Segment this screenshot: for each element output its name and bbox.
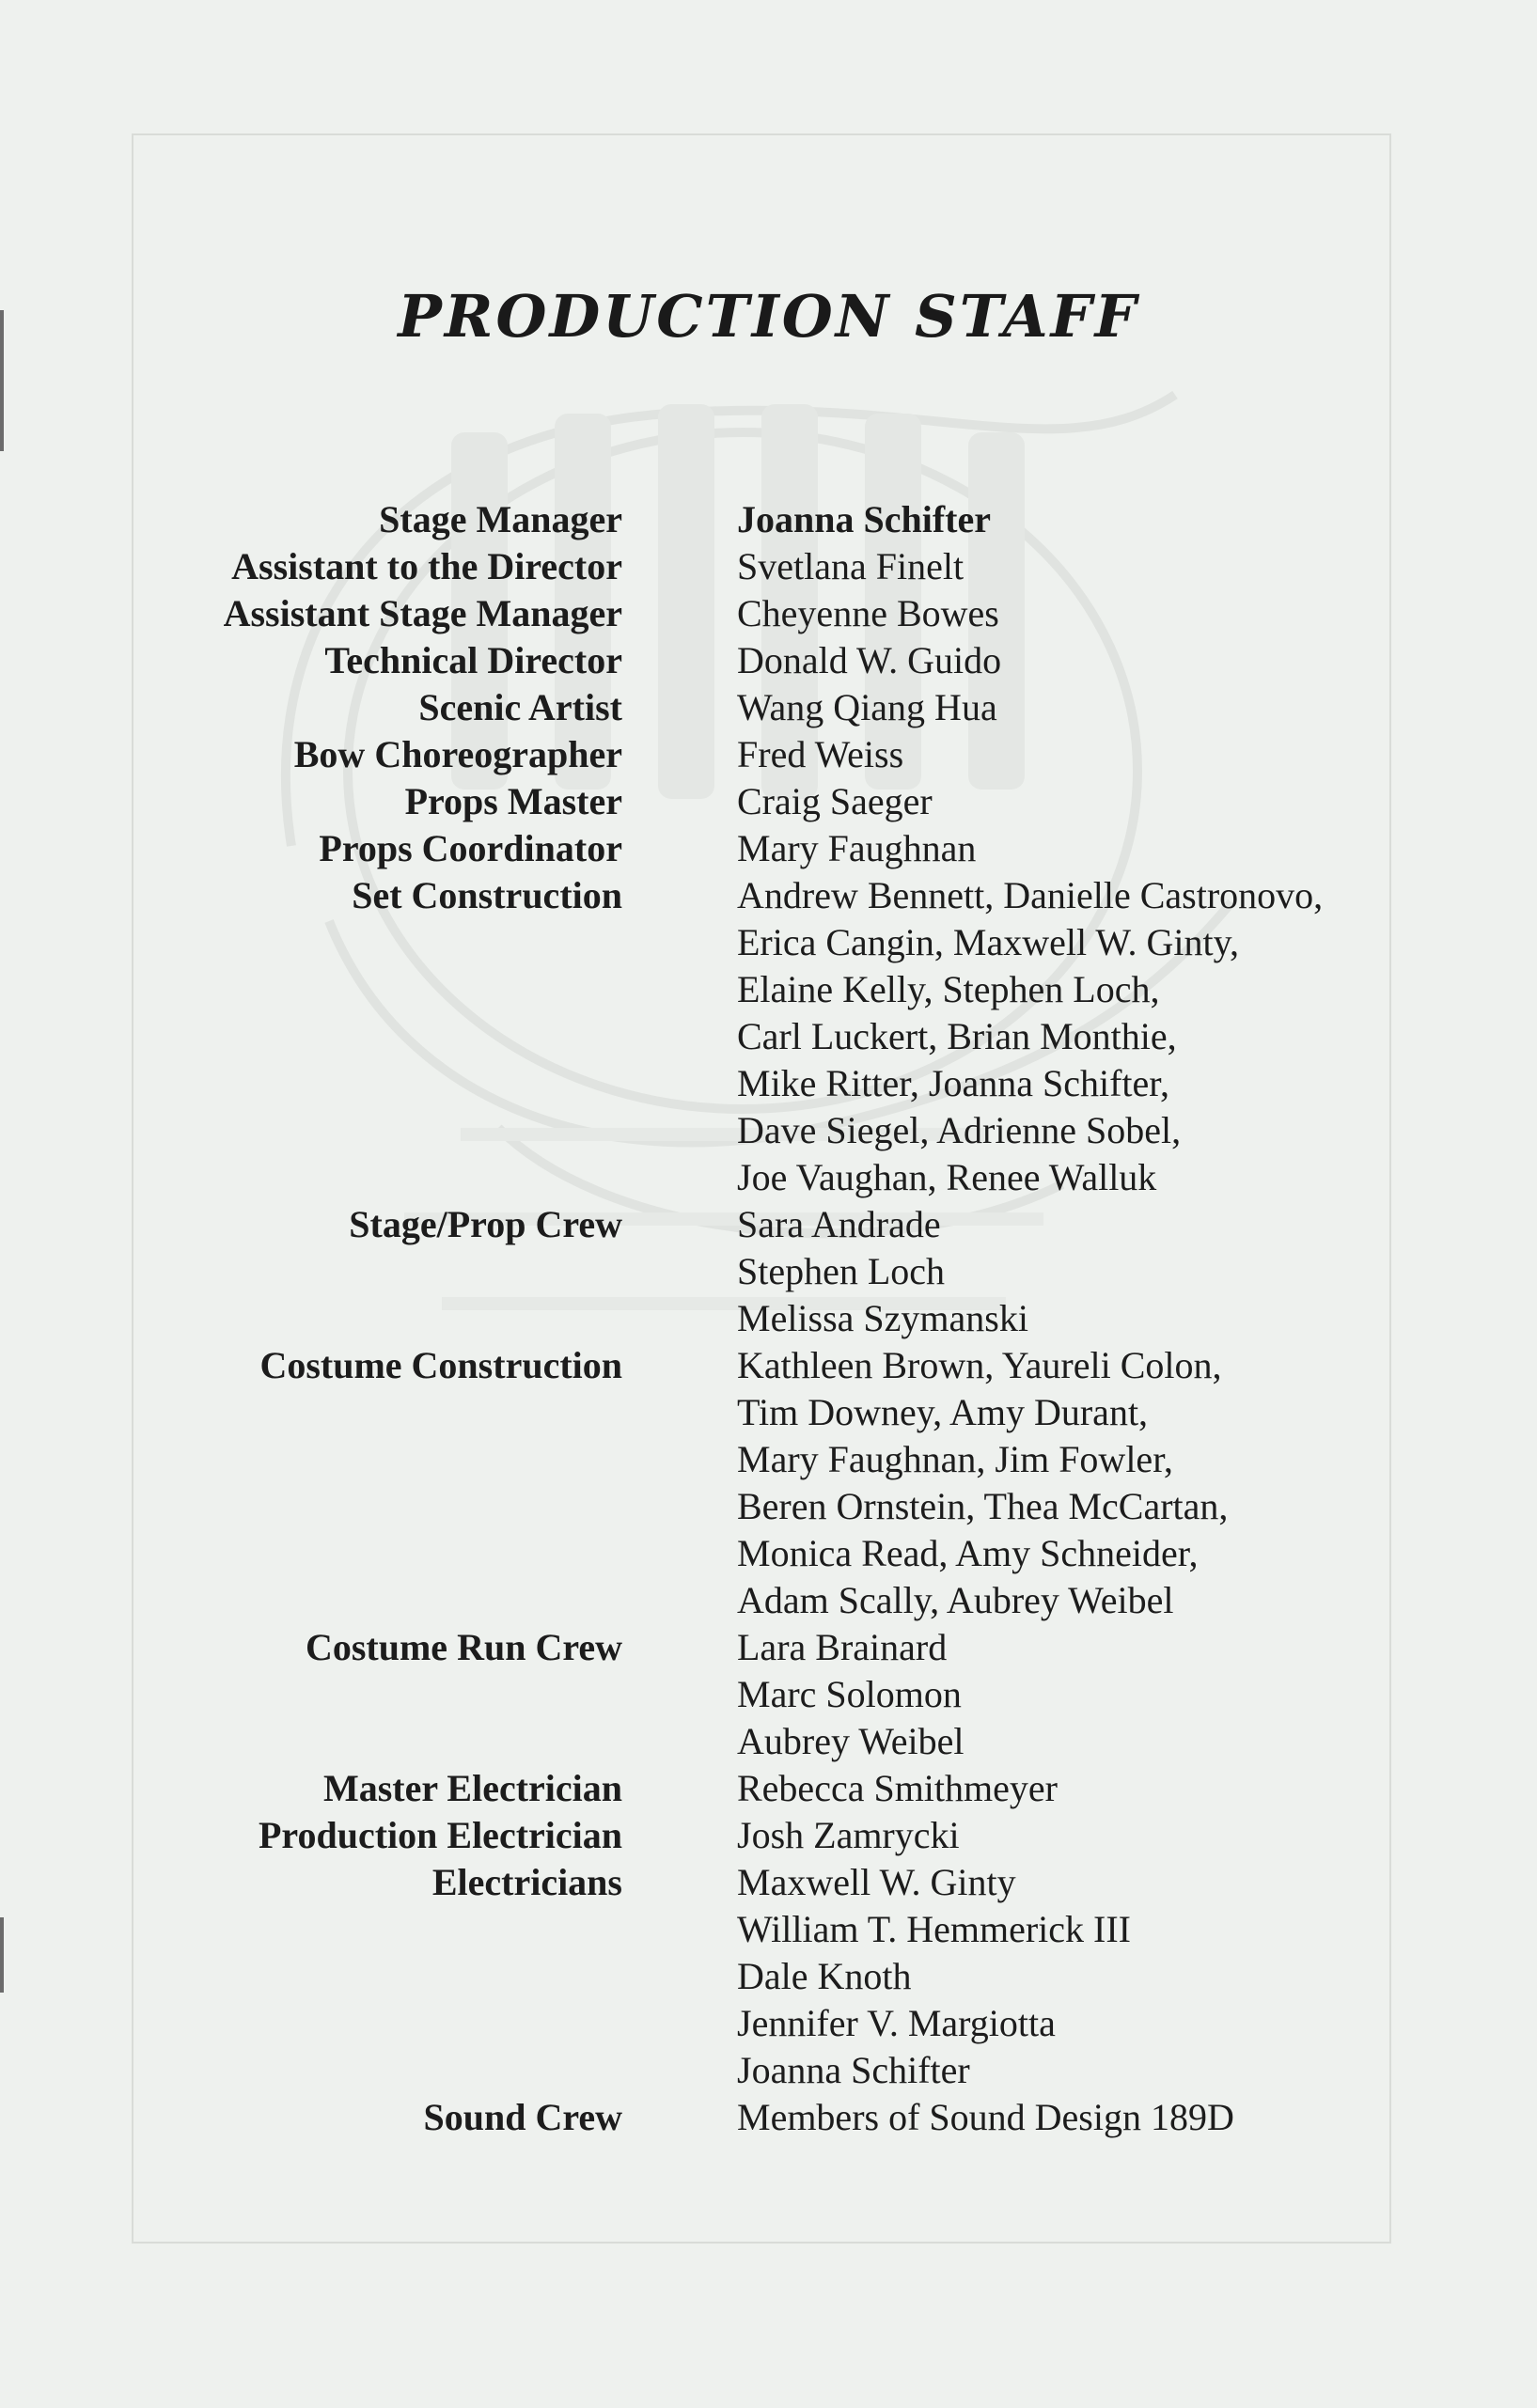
credit-role: Stage Manager xyxy=(379,498,622,540)
credit-row xyxy=(0,1812,1537,1859)
credit-row xyxy=(0,1342,1537,1624)
credit-name: William T. Hemmerick III xyxy=(737,1908,1131,1950)
credit-name: Tim Downey, Amy Durant, xyxy=(737,1391,1149,1433)
credit-names xyxy=(737,1812,960,1859)
credit-name: Donald W. Guido xyxy=(737,639,1002,681)
credit-name: Kathleen Brown, Yaureli Colon, xyxy=(737,1344,1222,1386)
credit-role: Bow Choreographer xyxy=(293,733,622,775)
credit-name: Mary Faughnan xyxy=(737,827,977,869)
credit-name: Erica Cangin, Maxwell W. Ginty, xyxy=(737,921,1239,963)
credit-names xyxy=(737,637,1001,684)
credit-role: Technical Director xyxy=(324,639,622,681)
credit-role: Assistant to the Director xyxy=(231,545,622,587)
credit-role: Master Electrician xyxy=(322,1767,622,1809)
credit-name: Wang Qiang Hua xyxy=(737,686,997,728)
credit-name: Joanna Schifter xyxy=(737,2049,970,2091)
credit-names xyxy=(737,778,933,825)
credit-row xyxy=(0,684,1537,731)
credit-names xyxy=(737,1765,1058,1812)
credit-name: Sara Andrade xyxy=(737,1203,941,1245)
credit-name: Fred Weiss xyxy=(737,733,904,775)
credit-row xyxy=(0,1859,1537,2094)
credit-role: Electricians xyxy=(431,1861,622,1903)
credit-role: Production Electrician xyxy=(259,1814,622,1856)
credit-row xyxy=(0,543,1537,590)
credit-row xyxy=(0,496,1537,543)
credit-name: Mary Faughnan, Jim Fowler, xyxy=(737,1438,1173,1480)
credit-name: Marc Solomon xyxy=(737,1673,962,1715)
credit-role: Costume Construction xyxy=(259,1344,622,1386)
credit-names xyxy=(737,1342,1228,1624)
credit-names xyxy=(737,543,964,590)
credit-name: Aubrey Weibel xyxy=(737,1720,965,1762)
credit-row xyxy=(0,872,1537,1201)
credit-name: Rebecca Smithmeyer xyxy=(737,1767,1058,1809)
credit-name: Elaine Kelly, Stephen Loch, xyxy=(737,968,1160,1010)
credit-name: Stephen Loch xyxy=(737,1250,946,1292)
credit-names xyxy=(737,872,1323,1201)
credit-row xyxy=(0,1201,1537,1342)
credit-name: Cheyenne Bowes xyxy=(737,592,999,634)
credit-names xyxy=(737,684,997,731)
credit-role: Costume Run Crew xyxy=(305,1626,622,1668)
credit-role: Sound Crew xyxy=(423,2096,622,2138)
credit-name: Dave Siegel, Adrienne Sobel, xyxy=(737,1109,1182,1151)
credit-row xyxy=(0,1624,1537,1765)
credit-names xyxy=(737,590,999,637)
credit-row xyxy=(0,1765,1537,1812)
credit-row xyxy=(0,825,1537,872)
credit-name: Jennifer V. Margiotta xyxy=(737,2002,1056,2044)
credit-name: Dale Knoth xyxy=(737,1955,912,1997)
credit-name: Lara Brainard xyxy=(737,1626,948,1668)
credit-name: Monica Read, Amy Schneider, xyxy=(737,1532,1199,1574)
credit-names xyxy=(737,825,976,872)
credit-role: Stage/Prop Crew xyxy=(349,1203,622,1245)
credit-name: Melissa Szymanski xyxy=(737,1297,1028,1339)
credit-row xyxy=(0,2094,1537,2141)
credit-row xyxy=(0,590,1537,637)
credit-row xyxy=(0,778,1537,825)
credit-role: Props Master xyxy=(404,780,622,822)
credit-role: Assistant Stage Manager xyxy=(223,592,622,634)
credit-names xyxy=(737,1624,965,1765)
credit-name: Carl Luckert, Brian Monthie, xyxy=(737,1015,1177,1057)
credit-role: Props Coordinator xyxy=(319,827,622,869)
credit-name: Joe Vaughan, Renee Walluk xyxy=(737,1156,1157,1198)
credit-name: Craig Saeger xyxy=(737,780,933,822)
credit-names xyxy=(737,1859,1131,2094)
credit-name: Beren Ornstein, Thea McCartan, xyxy=(737,1485,1229,1527)
credit-name: Maxwell W. Ginty xyxy=(737,1861,1016,1903)
credit-role: Scenic Artist xyxy=(418,686,622,728)
credit-name: Svetlana Finelt xyxy=(737,545,965,587)
credit-names xyxy=(737,731,903,778)
staff-credits-list xyxy=(0,496,1537,2141)
credit-row xyxy=(0,637,1537,684)
credit-names xyxy=(737,1201,1028,1342)
credit-names xyxy=(737,2094,1234,2141)
credit-name: Joanna Schifter xyxy=(737,498,991,540)
credit-names xyxy=(737,496,991,543)
credit-name: Mike Ritter, Joanna Schifter, xyxy=(737,1062,1170,1104)
credit-name: Adam Scally, Aubrey Weibel xyxy=(737,1579,1174,1621)
credit-name: Members of Sound Design 189D xyxy=(737,2096,1234,2138)
credit-role: Set Construction xyxy=(352,874,622,916)
credit-row xyxy=(0,731,1537,778)
credit-name: Josh Zamrycki xyxy=(737,1814,960,1856)
credit-name: Andrew Bennett, Danielle Castronovo, xyxy=(737,874,1324,916)
page-title: PRODUCTION STAFF xyxy=(398,282,1139,351)
